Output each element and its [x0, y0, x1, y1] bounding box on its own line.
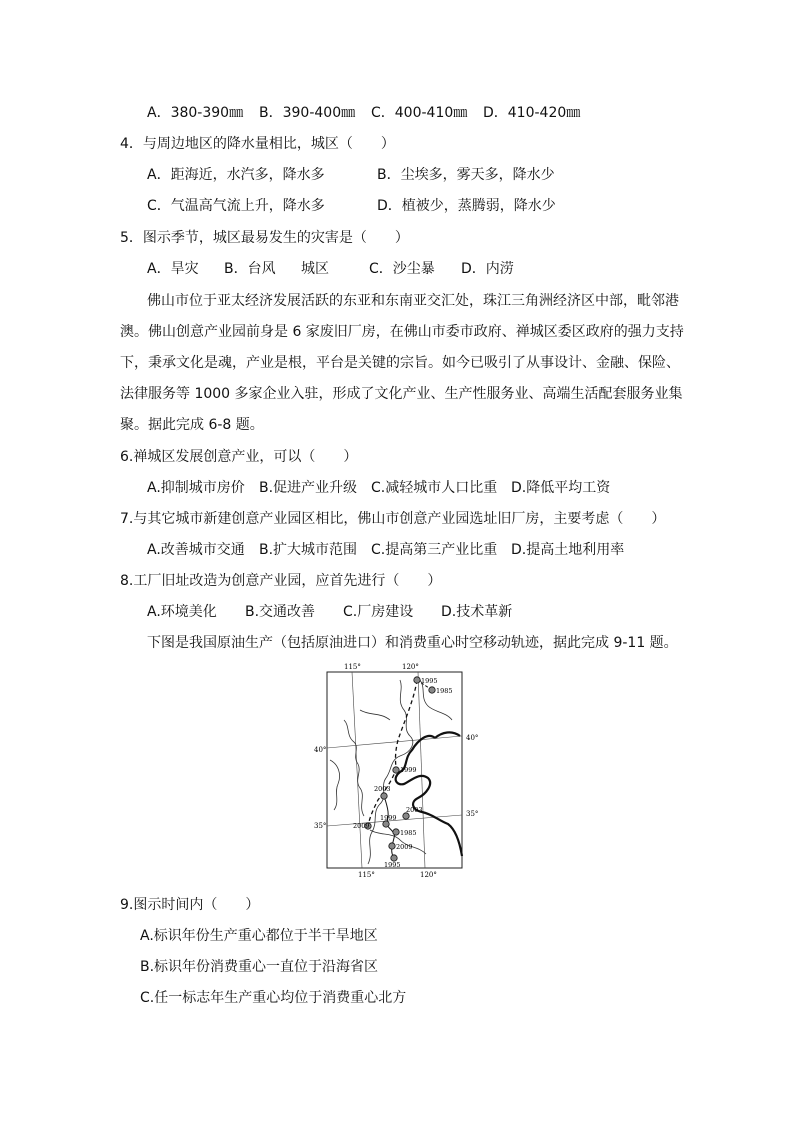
lon-label-top-115: 115°: [344, 663, 361, 671]
parallel-40: [327, 736, 462, 748]
province-boundary: [360, 710, 390, 720]
q8-option-d: D.技术革新: [441, 604, 513, 620]
q4-stem: 4．与周边地区的降水量相比，城区（ ）: [120, 136, 395, 152]
consumption-year-label: 2003: [406, 806, 423, 814]
q7-stem: 7.与其它城市新建创意产业园区相比，佛山市创意产业园选址旧厂房，主要考虑（ ）: [120, 511, 666, 527]
q5-option-c: C．沙尘暴: [369, 261, 435, 277]
q4-option-a: A．距海近，水汽多，降水多: [147, 167, 325, 183]
production-point-1999: [393, 767, 399, 773]
meridian-115: [352, 672, 362, 868]
production-point-1995: [414, 677, 420, 683]
production-year-label: 1995: [421, 677, 438, 685]
production-point-2003: [381, 793, 387, 799]
passage-line-3: 下，秉承文化是魂，产业是根，平台是关键的宗旨。如今已吸引了从事设计、金融、保险、: [120, 355, 680, 371]
lat-label-right-40: 40°: [466, 734, 479, 742]
q5-stray-text: 城区: [301, 261, 329, 277]
q8-option-b: B.交通改善: [245, 604, 316, 620]
q8-option-a: A.环境美化: [147, 604, 217, 620]
lat-label-left-40: 40°: [314, 746, 327, 754]
q4-option-b: B．尘埃多，雾天多，降水少: [377, 167, 555, 183]
q8-option-c: C.厂房建设: [343, 604, 414, 620]
lat-label-right-35: 35°: [466, 810, 479, 818]
q3-options: [147, 103, 580, 123]
q4-options-row2: [147, 196, 556, 216]
q6-option-d: D.降低平均工资: [511, 480, 611, 496]
q5-stem: 5．图示季节，城区最易发生的灾害是（ ）: [120, 230, 409, 246]
q7-option-c: C.提高第三产业比重: [371, 542, 498, 558]
q8-options: [147, 602, 512, 622]
meridian-120: [418, 672, 425, 868]
q5-option-d: D．内涝: [461, 261, 514, 277]
q7-options: [147, 540, 624, 560]
q6-option-a: A.抑制城市房价: [147, 480, 245, 496]
q3-option-d: D．410-420㎜: [483, 105, 581, 121]
q6-options: [147, 478, 610, 498]
production-point-1985: [429, 687, 435, 693]
consumption-year-label: 1985: [400, 829, 417, 837]
passage-line-2: 澳。佛山创意产业园前身是 6 家废旧厂房，在佛山市委市政府、禅城区委区政府的强力支持: [120, 324, 684, 340]
coastline: [396, 736, 462, 856]
q7-option-d: D.提高土地利用率: [511, 542, 625, 558]
consumption-year-label: 1995: [384, 861, 401, 869]
lon-label-bottom-120: 120°: [420, 871, 437, 879]
production-year-label: 2003: [374, 785, 391, 793]
lon-label-bottom-115: 115°: [358, 871, 375, 879]
q5-option-a: A．旱灾: [147, 261, 199, 277]
q7-option-a: A.改善城市交通: [147, 542, 245, 558]
q3-option-c: C．400-410㎜: [371, 105, 468, 121]
q9-stem: 9.图示时间内（ ）: [120, 897, 260, 913]
province-boundary: [330, 760, 340, 810]
q6-option-b: B.促进产业升级: [259, 480, 358, 496]
intro-9-11: 下图是我国原油生产（包括原油进口）和消费重心时空移动轨迹，据此完成 9-11 题。: [147, 635, 678, 651]
q4-options-row1: [147, 165, 555, 185]
q3-option-b: B．390-400㎜: [259, 105, 356, 121]
province-boundary: [420, 680, 452, 720]
lat-label-left-35: 35°: [314, 822, 327, 830]
passage-line-4: 法律服务等 1000 多家企业入驻，形成了文化产业、生产性服务业、高端生活配套服务业集: [120, 386, 683, 402]
q7-option-b: B.扩大城市范围: [259, 542, 358, 558]
consumption-point-1985: [393, 829, 399, 835]
production-year-label: 1999: [400, 766, 417, 774]
consumption-year-label: 1999: [380, 814, 397, 822]
consumption-year-label: 2009: [396, 843, 413, 851]
q6-stem: 6.禅城区发展创意产业，可以（ ）: [120, 449, 358, 465]
q4-option-d: D．植被少，蒸腾弱，降水少: [377, 198, 556, 214]
q5-option-b: B．台风: [224, 261, 276, 277]
passage-line-5: 聚。据此完成 6-8 题。: [120, 417, 264, 433]
q9-option-b: B.标识年份消费重心一直位于沿海省区: [140, 959, 379, 975]
q4-option-c: C．气温高气流上升，降水多: [147, 198, 325, 214]
oil-center-map: [300, 660, 490, 880]
q5-options: [147, 259, 514, 279]
passage-line-1: 佛山市位于亚太经济发展活跃的东亚和东南亚交汇处，珠江三角洲经济区中部，毗邻港: [147, 293, 679, 309]
lon-label-top-120: 120°: [402, 663, 419, 671]
production-year-label: 2009: [353, 822, 370, 830]
consumption-point-2009: [389, 843, 395, 849]
q3-option-a: A．380-390㎜: [147, 105, 244, 121]
q6-option-c: C.减轻城市人口比重: [371, 480, 498, 496]
q9-option-a: A.标识年份生产重心都位于半干旱地区: [140, 928, 378, 944]
production-year-label: 1985: [436, 687, 453, 695]
q8-stem: 8.工厂旧址改造为创意产业园，应首先进行（ ）: [120, 573, 442, 589]
q9-option-c: C.任一标志年生产重心均位于消费重心北方: [140, 990, 407, 1006]
province-boundary: [344, 720, 364, 816]
